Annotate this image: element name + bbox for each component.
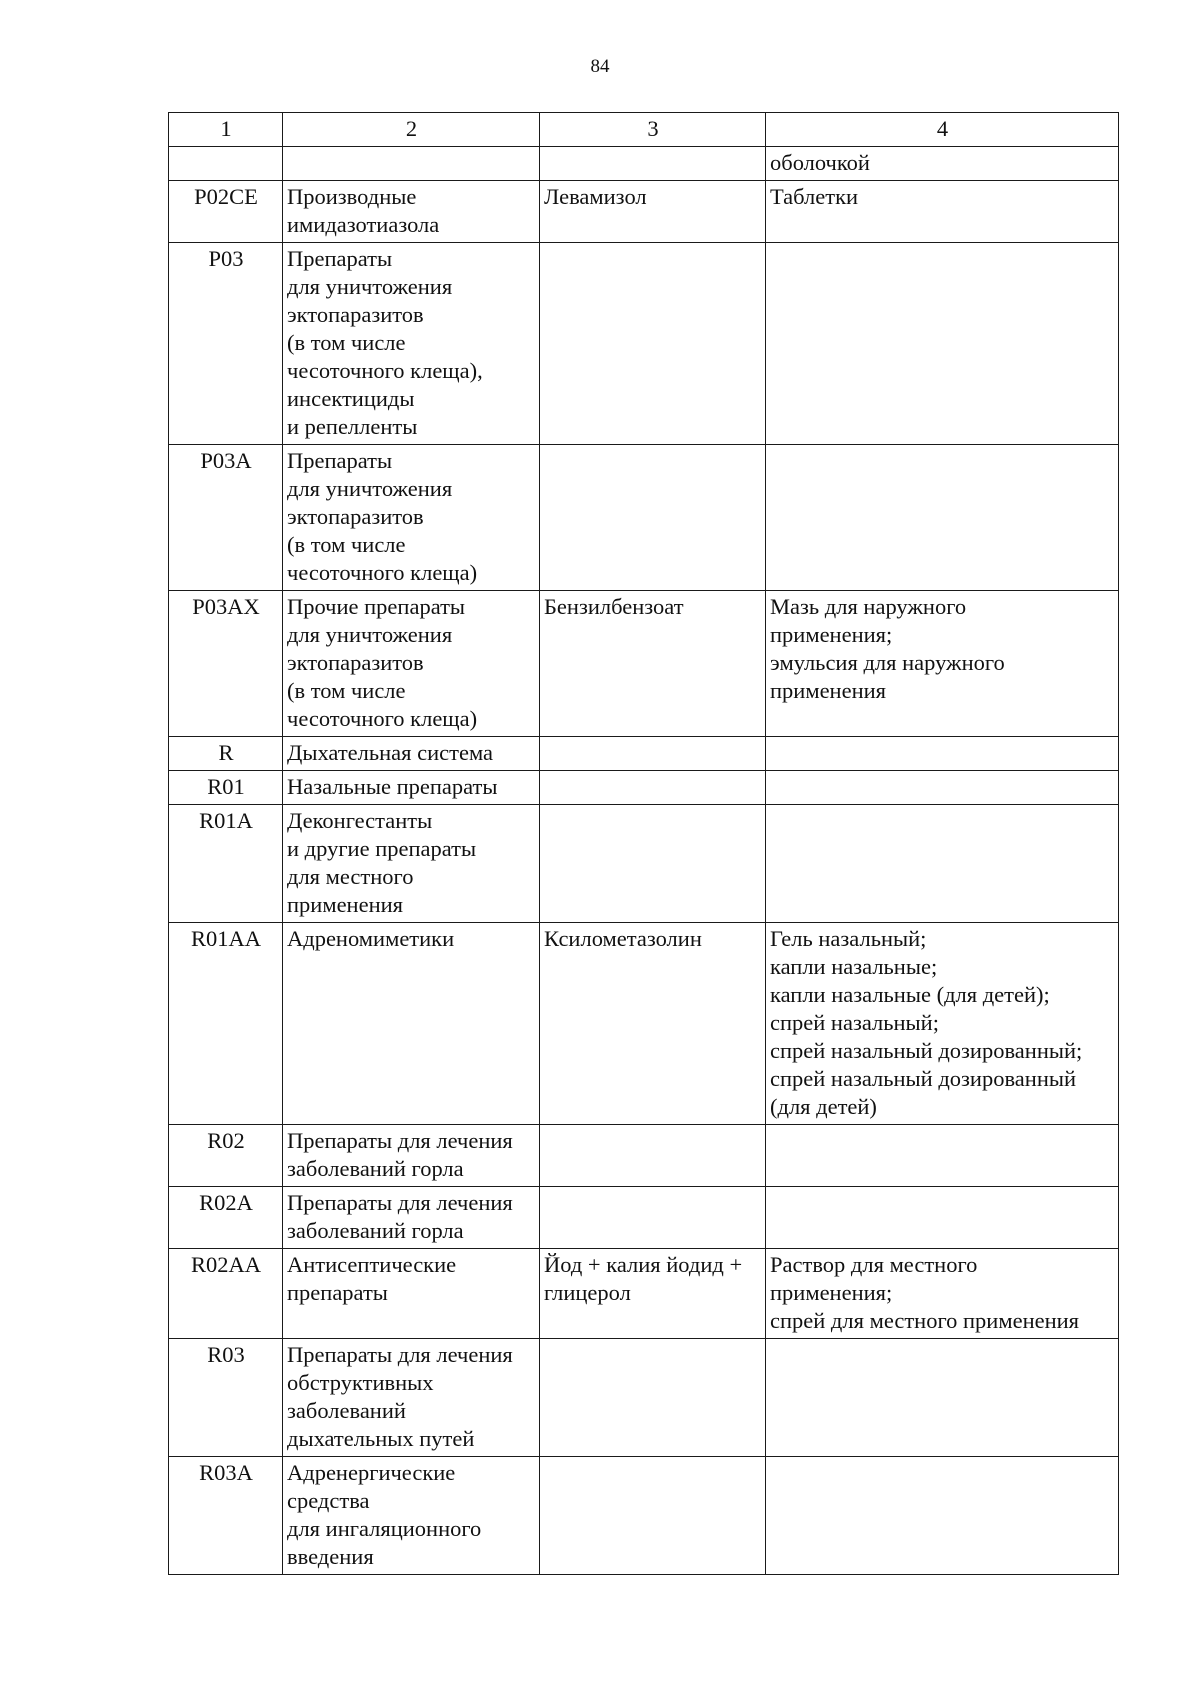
substance-cell	[540, 1339, 766, 1457]
atc-code-cell: R01	[169, 771, 283, 805]
dosage-form-cell	[766, 445, 1119, 591]
dosage-form-cell: Гель назальный; капли назальные; капли назальные (для детей); спрей назальный; спрей назальный дозированный; спрей назальный дозированный (для детей)	[766, 923, 1119, 1125]
group-name-cell: Препараты для лечения заболеваний горла	[283, 1125, 540, 1187]
table-row	[169, 181, 1119, 243]
atc-code-cell: R01AA	[169, 923, 283, 1125]
table-row	[169, 1457, 1119, 1575]
dosage-form-cell: Раствор для местного применения; спрей для местного применения	[766, 1249, 1119, 1339]
substance-cell	[540, 737, 766, 771]
substance-cell	[540, 805, 766, 923]
atc-code-cell: P03AX	[169, 591, 283, 737]
atc-code-cell: R02AA	[169, 1249, 283, 1339]
column-header-1: 1	[169, 113, 283, 147]
atc-code-cell: P02CE	[169, 181, 283, 243]
table-row	[169, 591, 1119, 737]
group-name-cell: Производные имидазотиазола	[283, 181, 540, 243]
group-name-cell: Адреномиметики	[283, 923, 540, 1125]
substance-cell	[540, 1187, 766, 1249]
group-name-cell: Препараты для лечения заболеваний горла	[283, 1187, 540, 1249]
group-name-cell: Адренергические средства для ингаляционного введения	[283, 1457, 540, 1575]
substance-cell	[540, 147, 766, 181]
substance-cell	[540, 1457, 766, 1575]
atc-code-cell: P03	[169, 243, 283, 445]
atc-code-cell: R03A	[169, 1457, 283, 1575]
substance-cell	[540, 445, 766, 591]
atc-code-cell: R02A	[169, 1187, 283, 1249]
group-name-cell: Препараты для уничтожения эктопаразитов (в том числе чесоточного клеща), инсектициды и репелленты	[283, 243, 540, 445]
dosage-form-cell: оболочкой	[766, 147, 1119, 181]
atc-code-cell: P03A	[169, 445, 283, 591]
table-row	[169, 147, 1119, 181]
group-name-cell: Препараты для уничтожения эктопаразитов (в том числе чесоточного клеща)	[283, 445, 540, 591]
column-header-2: 2	[283, 113, 540, 147]
column-header-4: 4	[766, 113, 1119, 147]
group-name-cell: Дыхательная система	[283, 737, 540, 771]
atc-code-cell: R03	[169, 1339, 283, 1457]
group-name-cell	[283, 147, 540, 181]
dosage-form-cell	[766, 1457, 1119, 1575]
table-row	[169, 1339, 1119, 1457]
substance-cell: Ксилометазолин	[540, 923, 766, 1125]
atc-code-cell	[169, 147, 283, 181]
dosage-form-cell: Таблетки	[766, 181, 1119, 243]
dosage-form-cell	[766, 1187, 1119, 1249]
table-header-row	[169, 113, 1119, 147]
atc-code-cell: R01A	[169, 805, 283, 923]
dosage-form-cell	[766, 1125, 1119, 1187]
table-row	[169, 923, 1119, 1125]
table-row	[169, 737, 1119, 771]
group-name-cell: Назальные препараты	[283, 771, 540, 805]
dosage-form-cell	[766, 737, 1119, 771]
substance-cell: Левамизол	[540, 181, 766, 243]
column-header-3: 3	[540, 113, 766, 147]
dosage-form-cell	[766, 1339, 1119, 1457]
table-row	[169, 805, 1119, 923]
substance-cell	[540, 243, 766, 445]
table-row	[169, 1125, 1119, 1187]
substance-cell	[540, 1125, 766, 1187]
group-name-cell: Прочие препараты для уничтожения эктопаразитов (в том числе чесоточного клеща)	[283, 591, 540, 737]
substance-cell: Бензилбензоат	[540, 591, 766, 737]
dosage-form-cell	[766, 771, 1119, 805]
atc-code-cell: R02	[169, 1125, 283, 1187]
group-name-cell: Антисептические препараты	[283, 1249, 540, 1339]
drug-classification-table	[168, 112, 1119, 1575]
dosage-form-cell: Мазь для наружного применения; эмульсия для наружного применения	[766, 591, 1119, 737]
substance-cell: Йод + калия йодид + глицерол	[540, 1249, 766, 1339]
dosage-form-cell	[766, 805, 1119, 923]
group-name-cell: Деконгестанты и другие препараты для местного применения	[283, 805, 540, 923]
dosage-form-cell	[766, 243, 1119, 445]
table-body	[169, 147, 1119, 1575]
group-name-cell: Препараты для лечения обструктивных заболеваний дыхательных путей	[283, 1339, 540, 1457]
table-row	[169, 243, 1119, 445]
page-number: 84	[590, 56, 610, 77]
table-row	[169, 771, 1119, 805]
table-row	[169, 1187, 1119, 1249]
substance-cell	[540, 771, 766, 805]
table-row	[169, 1249, 1119, 1339]
table-row	[169, 445, 1119, 591]
atc-code-cell: R	[169, 737, 283, 771]
